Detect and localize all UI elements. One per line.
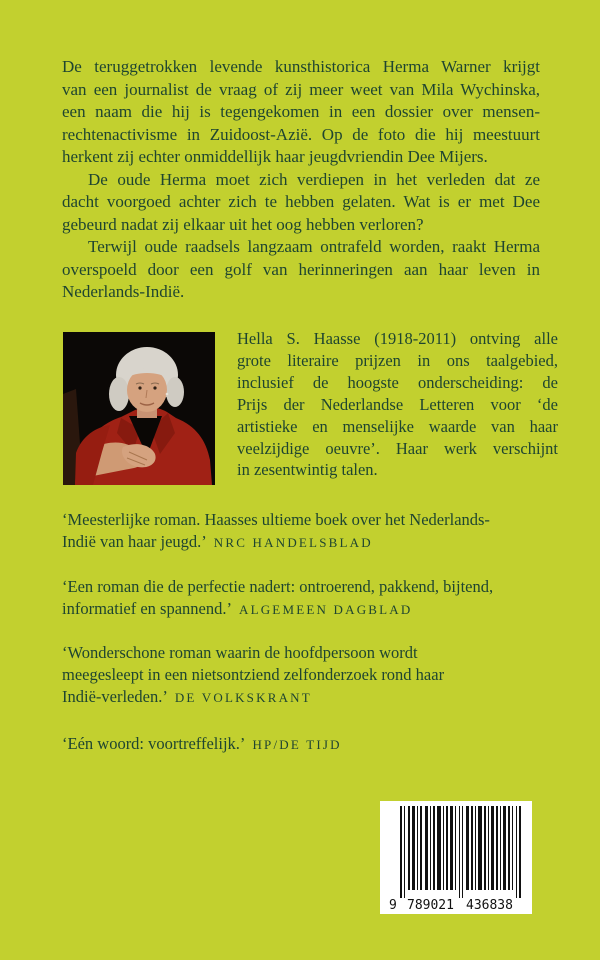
quote-line xyxy=(62,598,559,621)
bio-line: grote literaire prijzen in ons taalgebied, xyxy=(237,350,558,370)
synopsis-line: Terwijl oude raadsels langzaam ontrafeld worden, raakt Herma xyxy=(88,237,540,256)
author-photo xyxy=(63,332,215,485)
author-bio xyxy=(237,328,558,481)
synopsis-line: herkent zij echter onmiddellijk haar jeugdvriendin Dee Mijers. xyxy=(62,147,488,166)
isbn-barcode xyxy=(380,801,532,914)
synopsis-line: gebeurd nadat zij elkaar uit het oog hebben verloren? xyxy=(62,214,424,234)
quote-text: Indië van haar jeugd.’ xyxy=(62,532,207,551)
quote-source: DE VOLKSKRANT xyxy=(174,690,312,705)
quote-text: ‘Eén woord: voortreffelijk.’ xyxy=(62,734,246,753)
synopsis-line: De oude Herma moet zich verdiepen in het verleden dat ze xyxy=(88,169,540,189)
quote-line: ‘Wonderschone roman waarin de hoofdpersoon wordt xyxy=(62,643,418,662)
barcode-digits-left: 789021 xyxy=(407,898,454,913)
quote-text: Indië-verleden.’ xyxy=(62,687,168,706)
press-quote-hpdetijd xyxy=(62,733,559,756)
synopsis-line: overspoeld door een golf van herinneringen aan haar leven in xyxy=(62,259,540,279)
quote-line xyxy=(62,733,559,756)
synopsis-line: dacht voorgoed achter zich te hebben gelaten. Wat is er met Dee xyxy=(62,192,540,211)
synopsis-line: De teruggetrokken levende kunsthistorica Herma Warner krijgt xyxy=(62,57,540,76)
press-quote-nrc xyxy=(62,509,559,554)
barcode-digits-right: 436838 xyxy=(466,898,513,913)
bio-line: inclusief de hoogste onderscheiding: de xyxy=(237,372,558,392)
synopsis-line: een naam die hij is tegengekomen in een dossier over mensen- xyxy=(62,102,540,121)
bio-line: Hella S. Haasse (1918-2011) ontving alle xyxy=(237,329,558,348)
press-quote-volkskrant xyxy=(62,642,559,709)
bio-line: veelzijdige oeuvre’. Haar werk verschijnt xyxy=(237,438,558,458)
bio-line: artistieke en menselijke waarde van haar xyxy=(237,416,558,436)
quote-source: ALGEMEEN DAGBLAD xyxy=(238,602,413,617)
author-portrait-illustration xyxy=(63,332,215,485)
bio-line: Prijs der Nederlandse Letteren voor ‘de xyxy=(237,394,558,414)
quote-line: meegesleept in een nietsontziend zelfonderzoek rond haar xyxy=(62,665,445,684)
press-quote-ad xyxy=(62,576,559,621)
quote-line xyxy=(62,531,559,554)
synopsis-text xyxy=(62,56,540,304)
quote-source: HP/DE TIJD xyxy=(252,737,342,752)
barcode-digit-lead: 9 xyxy=(389,898,397,913)
synopsis-line: van een journalist de vraag of zij meer weet van Mila Wychinska, xyxy=(62,79,540,99)
barcode-graphic xyxy=(380,801,532,914)
quote-text: informatief en spannend.’ xyxy=(62,599,232,618)
synopsis-line: rechtenactivisme in Zuidoost-Azië. Op de foto die hij meestuurt xyxy=(62,124,540,144)
quote-line xyxy=(62,686,559,709)
quote-source: NRC HANDELSBLAD xyxy=(213,535,373,550)
quote-line: ‘Een roman die de perfectie nadert: ontroerend, pakkend, bijtend, xyxy=(62,577,494,596)
synopsis-line: Nederlands-Indië. xyxy=(62,282,185,301)
quote-line: ‘Meesterlijke roman. Haasses ultieme boek over het Nederlands- xyxy=(62,510,490,529)
bio-line: in zesentwintig talen. xyxy=(237,460,378,480)
